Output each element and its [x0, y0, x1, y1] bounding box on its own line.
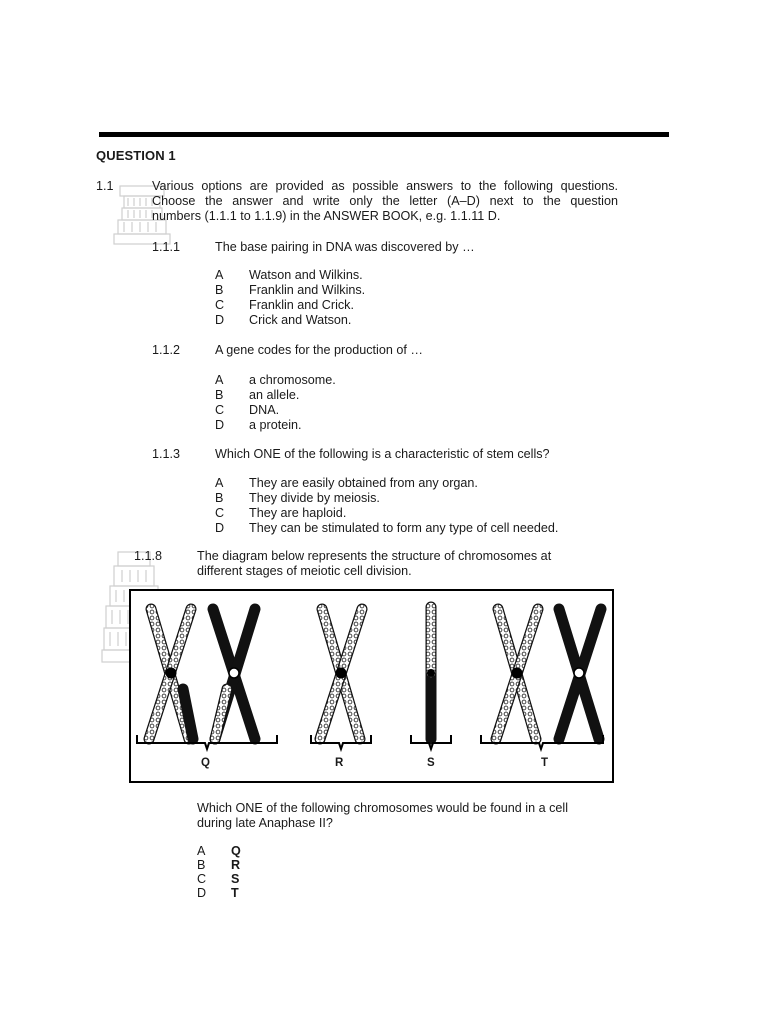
- q11-instructions-line3: numbers (1.1.1 to 1.1.9) in the ANSWER BOOK, e.g. 1.1.11 D.: [152, 209, 501, 223]
- chromosome-r: [320, 609, 362, 739]
- q118-option-d-text: T: [231, 886, 239, 900]
- q113-option-c-text: They are haploid.: [249, 506, 347, 520]
- q112-option-b-letter: B: [215, 388, 224, 402]
- chromosome-q: [149, 609, 255, 739]
- q111-option-d-letter: D: [215, 313, 225, 327]
- q112-option-a-text: a chromosome.: [249, 373, 336, 387]
- q113-option-d-text: They can be stimulated to form any type of cell needed.: [249, 521, 559, 535]
- q11-instructions-line2: Choose the answer and write only the letter (A–D) next to the question: [152, 194, 618, 208]
- q118-option-d-letter: D: [197, 886, 207, 900]
- q11-number: 1.1: [96, 179, 114, 193]
- figure-label-q: Q: [201, 757, 210, 769]
- q118-option-b-text: R: [231, 858, 241, 872]
- q111-number: 1.1.1: [152, 240, 181, 254]
- q111-option-d-text: Crick and Watson.: [249, 313, 352, 327]
- q113-option-a-text: They are easily obtained from any organ.: [249, 476, 478, 490]
- chromosome-t: [496, 609, 601, 739]
- q118-option-c-text: S: [231, 872, 240, 886]
- q112-option-a-letter: A: [215, 373, 224, 387]
- q112-option-d-letter: D: [215, 418, 225, 432]
- q112-option-d-text: a protein.: [249, 418, 302, 432]
- q118-option-b-letter: B: [197, 858, 206, 872]
- q112-option-c-letter: C: [215, 403, 225, 417]
- q111-option-a-text: Watson and Wilkins.: [249, 268, 363, 282]
- q118-question-line1: Which ONE of the following chromosomes would be found in a cell: [197, 801, 568, 815]
- q111-option-b-letter: B: [215, 283, 224, 297]
- q113-question: Which ONE of the following is a characteristic of stem cells?: [215, 447, 550, 461]
- q111-option-a-letter: A: [215, 268, 224, 282]
- q118-option-c-letter: C: [197, 872, 207, 886]
- q113-number: 1.1.3: [152, 447, 181, 461]
- q11-instructions-line1: Various options are provided as possible answers to the following questions.: [152, 179, 618, 193]
- q112-number: 1.1.2: [152, 343, 181, 357]
- figure-label-t: T: [541, 757, 549, 769]
- q118-text-line2: different stages of meiotic cell division.: [197, 564, 412, 578]
- figure-label-s: S: [427, 757, 435, 769]
- q112-question: A gene codes for the production of …: [215, 343, 423, 357]
- q113-option-b-letter: B: [215, 491, 224, 505]
- q118-number: 1.1.8: [134, 549, 163, 563]
- q118-option-a-text: Q: [231, 844, 241, 858]
- figure-label-r: R: [335, 757, 344, 769]
- q113-option-d-letter: D: [215, 521, 225, 535]
- q113-option-a-letter: A: [215, 476, 224, 490]
- question-title: QUESTION 1: [96, 148, 176, 163]
- q113-option-b-text: They divide by meiosis.: [249, 491, 380, 505]
- q111-question: The base pairing in DNA was discovered by …: [215, 240, 475, 254]
- q118-question-line2: during late Anaphase II?: [197, 816, 333, 830]
- chromosome-diagram: [129, 589, 614, 783]
- q112-option-b-text: an allele.: [249, 388, 300, 402]
- q118-option-a-letter: A: [197, 844, 206, 858]
- q113-option-c-letter: C: [215, 506, 225, 520]
- q111-option-c-letter: C: [215, 298, 225, 312]
- q111-option-c-text: Franklin and Crick.: [249, 298, 354, 312]
- q118-text-line1: The diagram below represents the structure of chromosomes at: [197, 549, 552, 563]
- top-rule: [99, 132, 669, 137]
- q112-option-c-text: DNA.: [249, 403, 280, 417]
- chromosome-s: [427, 607, 435, 739]
- q111-option-b-text: Franklin and Wilkins.: [249, 283, 366, 297]
